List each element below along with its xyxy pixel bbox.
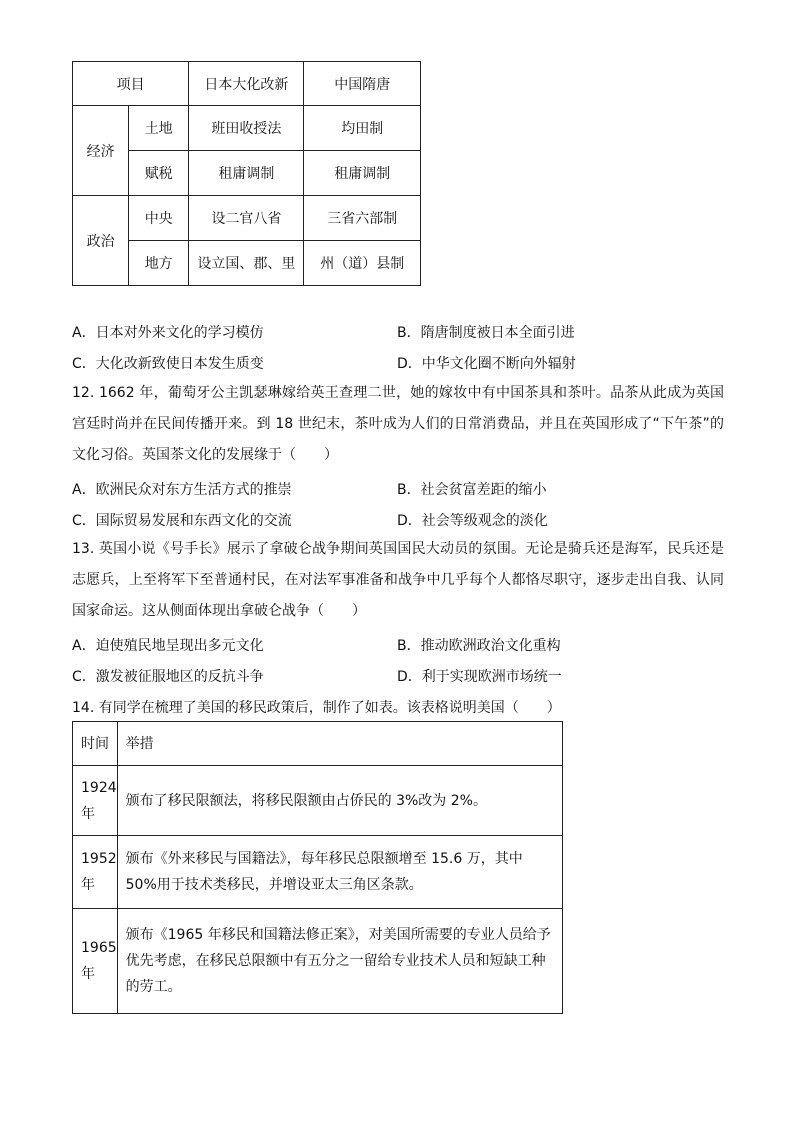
item-cell: 土地	[129, 106, 189, 151]
japan-cell: 设立国、郡、里	[189, 241, 304, 286]
immigration-policy-table	[72, 721, 563, 1014]
table-row	[73, 836, 563, 909]
china-cell: 三省六部制	[304, 196, 421, 241]
q13-option-c: C．激发被征服地区的反抗斗争	[72, 669, 264, 685]
q12-option-c: C．国际贸易发展和东西文化的交流	[72, 513, 292, 529]
q13-option-b: B．推动欧洲政治文化重构	[397, 638, 561, 654]
header-cell-time: 时间	[73, 722, 118, 766]
year-value: 1924	[81, 779, 117, 796]
china-cell: 州（道）县制	[304, 241, 421, 286]
q12-stem: 12. 1662 年，葡萄牙公主凯瑟琳嫁给英王查理二世，她的嫁妆中有中国茶具和茶叶。品茶从此成为英国宫廷时尚并在民间传播开来。到 18 世纪末，茶叶成为人们的日常消费品，并且在英国形成了“下午茶”的文化习俗。英国茶文化的发展缘于（ ）	[72, 385, 724, 463]
header-cell-item: 项目	[73, 62, 189, 106]
q13-stem: 13. 英国小说《号手长》展示了拿破仑战争期间英国国民大动员的氛围。无论是骑兵还是海军，民兵还是志愿兵，上至将军下至普通村民，在对法军事准备和战争中几乎每个人都恪尽职守，逐步走出自我、认同国家命运。这从侧面体现出拿破仑战争（ ）	[72, 541, 724, 619]
table-row	[73, 106, 421, 151]
year-cell	[73, 909, 118, 1014]
item-cell: 中央	[129, 196, 189, 241]
table-row	[73, 909, 563, 1014]
china-cell: 均田制	[304, 106, 421, 151]
q11-option-b: B．隋唐制度被日本全面引进	[397, 325, 575, 341]
q11-option-a: A．日本对外来文化的学习模仿	[72, 325, 264, 341]
header-cell-china: 中国隋唐	[304, 62, 421, 106]
measure-cell: 颁布了移民限额法，将移民限额由占侨民的 3%改为 2%。	[117, 766, 562, 836]
item-cell: 地方	[129, 241, 189, 286]
measure-cell: 颁布《外来移民与国籍法》，每年移民总限额增至 15.6 万，其中 50%用于技术类移民，并增设亚太三角区条款。	[117, 836, 562, 909]
group-cell-economy: 经济	[73, 106, 129, 196]
q12-option-d: D．社会等级观念的淡化	[397, 513, 548, 529]
group-cell-politics: 政治	[73, 196, 129, 286]
item-cell: 赋税	[129, 151, 189, 196]
table-row	[73, 196, 421, 241]
year-unit: 年	[81, 805, 95, 822]
table-header-row	[73, 62, 421, 106]
q11-option-c: C．大化改新致使日本发生质变	[72, 356, 264, 372]
table-header-row	[73, 722, 563, 766]
year-unit: 年	[81, 877, 95, 893]
q13-option-a: A．迫使殖民地呈现出多元文化	[72, 638, 264, 654]
year-value: 1952	[81, 851, 117, 867]
header-cell-japan: 日本大化改新	[189, 62, 304, 106]
year-unit: 年	[81, 966, 95, 982]
table-row	[73, 766, 563, 836]
china-cell: 租庸调制	[304, 151, 421, 196]
q14-stem: 14. 有同学在梳理了美国的移民政策后，制作了如表。该表格说明美国（ ）	[72, 700, 561, 716]
q12-option-a: A．欧洲民众对东方生活方式的推崇	[72, 482, 292, 498]
japan-cell: 班田收授法	[189, 106, 304, 151]
measure-cell: 颁布《1965 年移民和国籍法修正案》，对美国所需要的专业人员给予优先考虑，在移民总限额中有五分之一留给专业技术人员和短缺工种的劳工。	[117, 909, 562, 1014]
q13-option-d: D．利于实现欧洲市场统一	[397, 669, 562, 685]
year-cell	[73, 766, 118, 836]
year-value: 1965	[81, 940, 117, 956]
japan-cell: 租庸调制	[189, 151, 304, 196]
japan-cell: 设二官八省	[189, 196, 304, 241]
q11-option-d: D．中华文化圈不断向外辐射	[397, 356, 576, 372]
q12-option-b: B．社会贫富差距的缩小	[397, 482, 547, 498]
year-cell	[73, 836, 118, 909]
comparison-table	[72, 61, 421, 286]
header-cell-measure: 举措	[117, 722, 562, 766]
